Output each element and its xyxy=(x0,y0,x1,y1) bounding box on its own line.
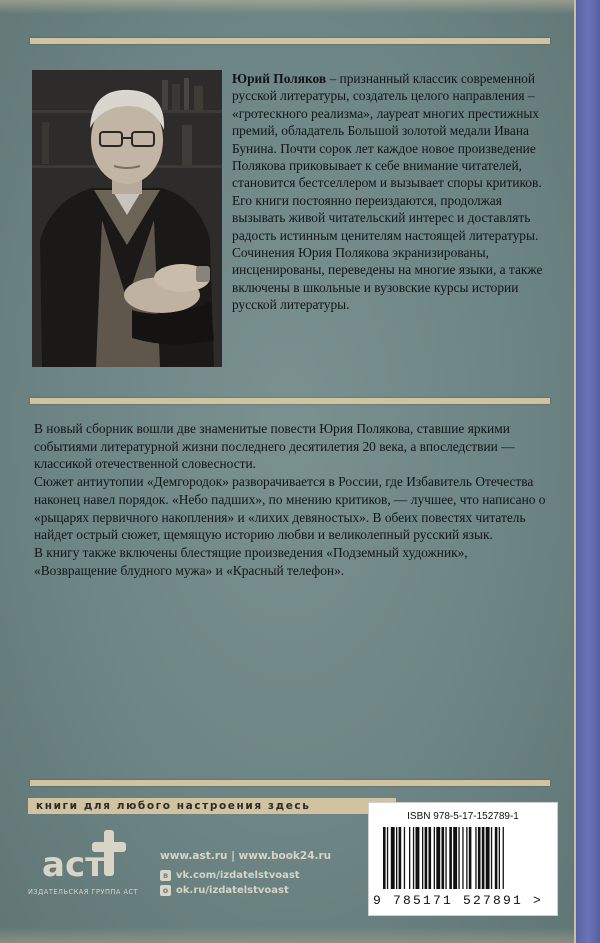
book-description xyxy=(34,420,546,579)
vk-link[interactable] xyxy=(160,870,370,881)
barcode-digits: 9 785171 527891 > xyxy=(373,893,544,908)
ok-link-text: ok.ru/izdatelstvoast xyxy=(176,885,289,896)
description-paragraph-1: В новый сборник вошли две знаменитые повести Юрия Полякова, ставшие яркими событиями литературной жизни последнего десятилетия 20 века, а впоследствии — классикой отечественной словесности. xyxy=(34,421,515,472)
bio-paragraph-1 xyxy=(232,70,548,244)
bio-paragraph-2: Сочинения Юрия Полякова экранизированы, инсценированы, переведены на многие языки, а также включены в школьные и вузовские курсы истории русской литературы. xyxy=(232,245,543,313)
vk-link-text: vk.com/izdatelstvoast xyxy=(176,870,300,881)
publisher-links xyxy=(160,850,370,900)
bio-text: – признанный классик современной русской литературы, создатель целого направления – «гротескного реализма», лауреат многих престижных премий, обладатель Большой золотой медали Ивана Бунина. Почти сорок лет каждое новое произведение Полякова приковывает к себе внимание читателей, становится бестселлером и вызывает споры критиков. Его книги постоянно переиздаются, продолжая вызывать живой читательский интерес и доставлять радость истинным ценителям настоящей литературы. xyxy=(232,71,542,243)
barcode-icon xyxy=(381,827,545,891)
author-photo xyxy=(32,70,222,367)
worn-edge-bottom xyxy=(0,927,576,943)
description-paragraph-3: В книгу также включены блестящие произведения «Подземный художник», «Возвращение блудного мужа» и «Красный телефон». xyxy=(34,544,468,578)
slogan-banner: книги для любого настроения здесь xyxy=(28,798,396,814)
author-bio xyxy=(232,70,548,314)
publisher-logo xyxy=(40,826,140,896)
barcode-box xyxy=(368,802,558,916)
isbn-label: ISBN 978-5-17-152789-1 xyxy=(407,811,519,822)
description-paragraph-2: Сюжет антиутопии «Демгородок» разворачивается в России, где Избавитель Отечества наконец навел порядок. «Небо падших», по мнению критиков, — лучшее, что написано о «рыцарях первичного накопления» и «лихих девяностых». В обеих повестях читатель найдет острый сюжет, щемящую историю любви и великолепный русский язык. xyxy=(34,474,546,543)
publisher-caption: ИЗДАТЕЛЬСКАЯ ГРУППА АСТ xyxy=(28,888,139,896)
ok-link[interactable] xyxy=(160,885,370,896)
website-links[interactable]: www.ast.ru | www.book24.ru xyxy=(160,850,332,862)
decorative-rule-bottom xyxy=(30,780,550,786)
logo-text: аст xyxy=(42,845,105,885)
author-name: Юрий Поляков xyxy=(232,71,327,86)
worn-edge-top xyxy=(0,0,576,14)
decorative-rule-top xyxy=(30,38,550,44)
spine-band xyxy=(574,0,600,943)
decorative-rule-middle xyxy=(30,398,550,404)
vk-icon: в xyxy=(160,870,171,881)
ok-icon: о xyxy=(160,885,171,896)
